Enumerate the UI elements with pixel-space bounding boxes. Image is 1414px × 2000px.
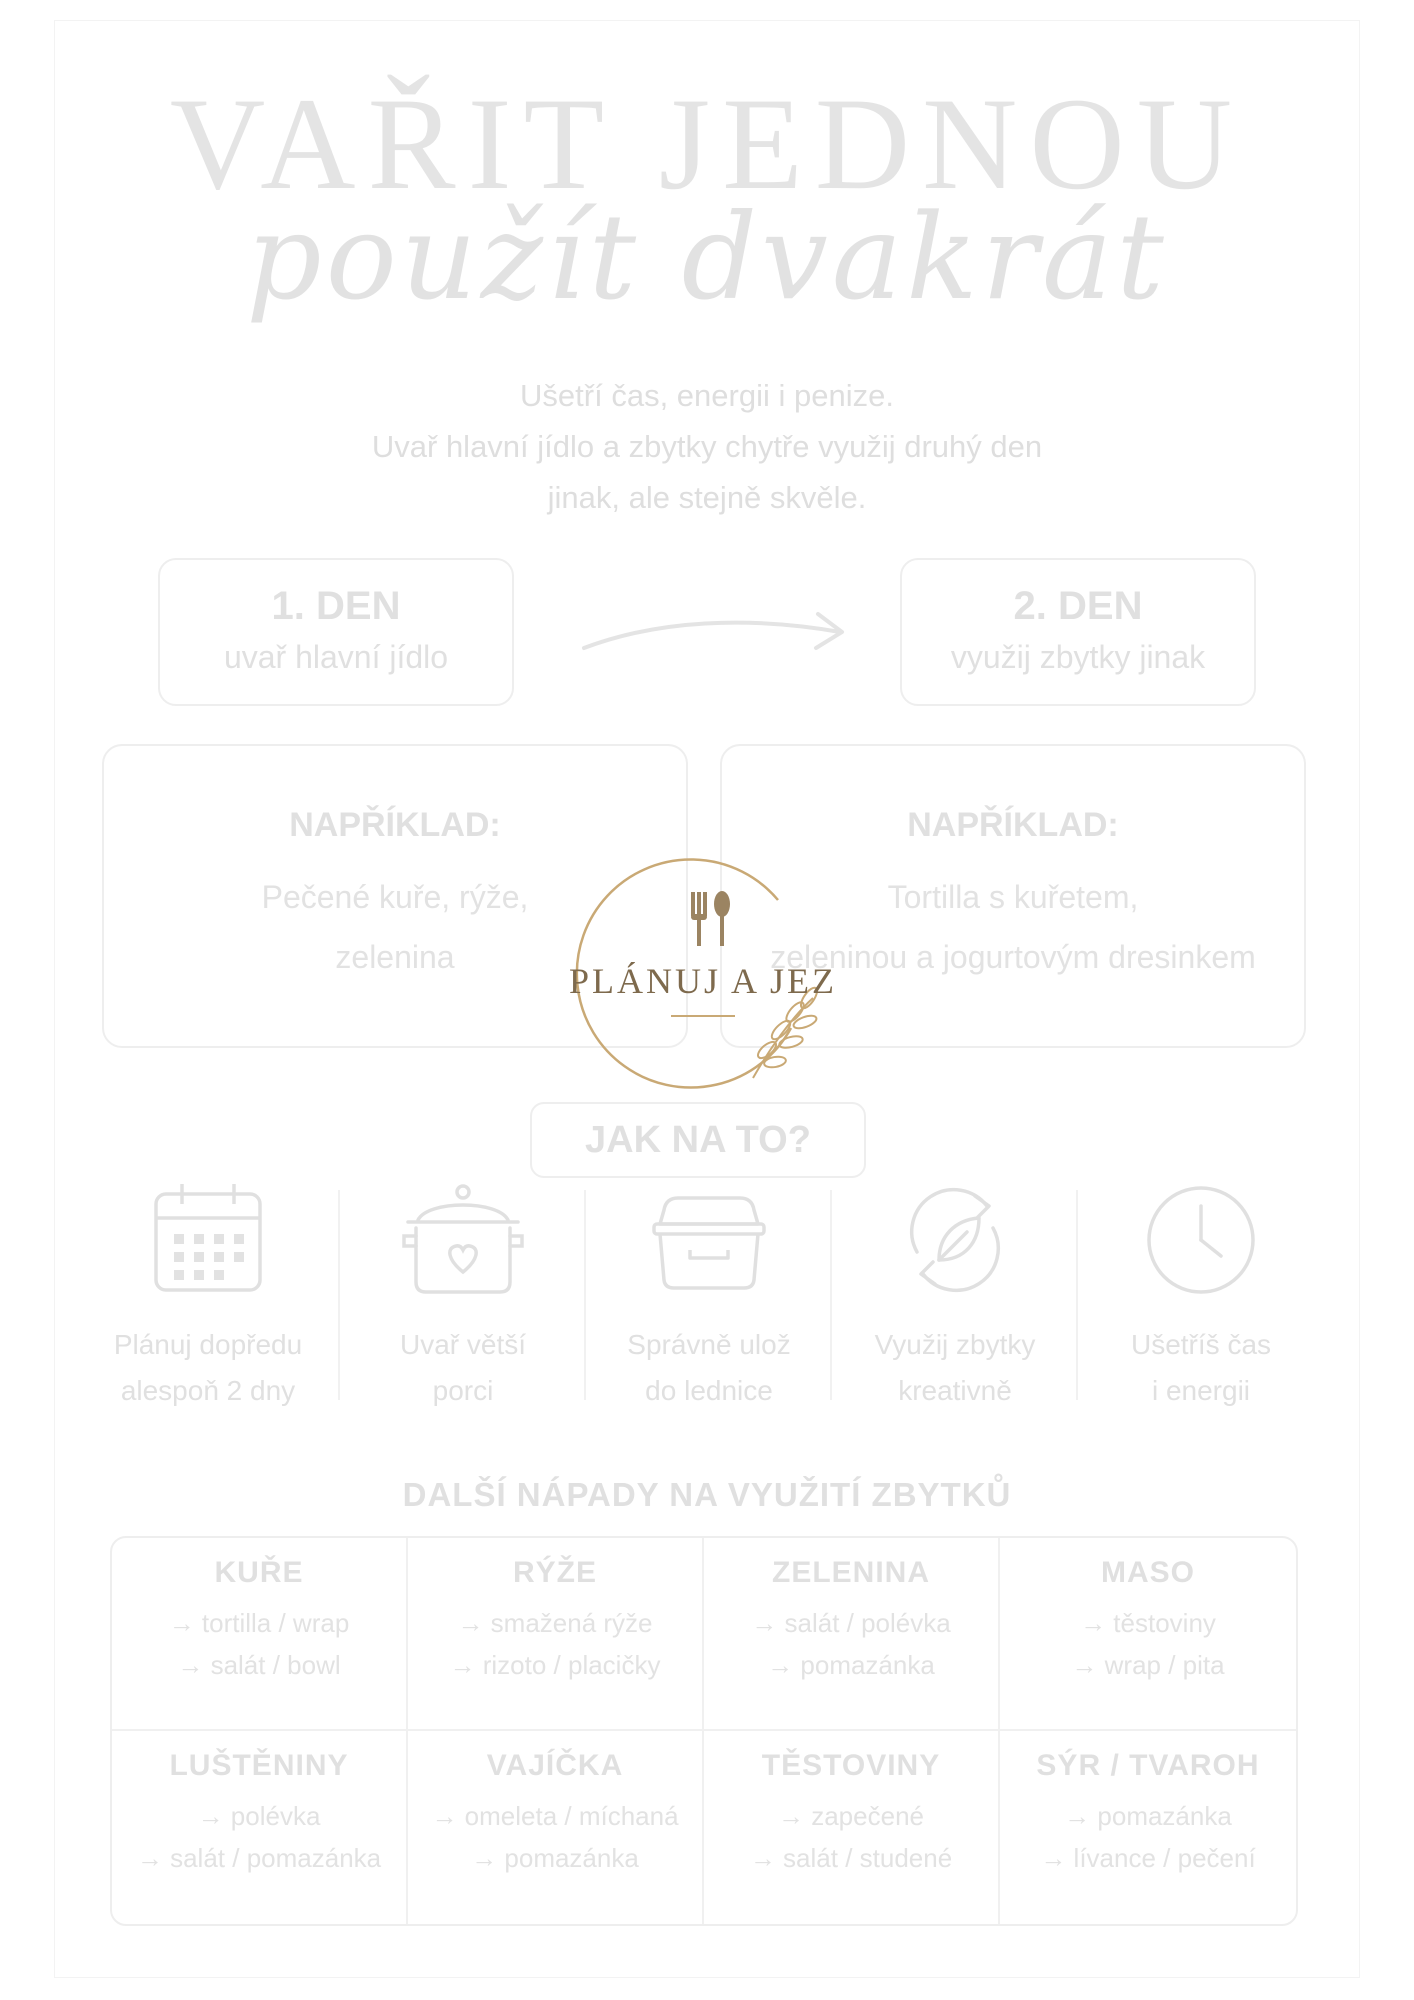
cell-title: VAJÍČKA (486, 1749, 624, 1782)
example-line: zeleninou a jogurtovým dresinkem (770, 939, 1256, 975)
cell-item: → těstoviny (1080, 1608, 1216, 1638)
cell-item: → salát / polévka (751, 1608, 951, 1638)
example-line: Pečené kuře, rýže, (261, 879, 529, 915)
cell-item: → salát / studené (749, 1843, 953, 1873)
day-desc: uvař hlavní jídlo (223, 639, 449, 675)
cell-title: RÝŽE (512, 1556, 597, 1589)
poster-subtitle: použít dvakrát (246, 188, 1168, 326)
cell-items (112, 1602, 406, 1686)
ideas-table (110, 1536, 1298, 1926)
ideas-cell (408, 1731, 704, 1924)
step-line: do lednice (645, 1375, 773, 1406)
cell-item: → omeleta / míchaná (431, 1801, 679, 1831)
ideas-cell (704, 1538, 1000, 1731)
cell-item: → wrap / pita (1071, 1650, 1225, 1680)
step-line: Ušetříš čas (1130, 1329, 1272, 1360)
step-line: porci (432, 1375, 494, 1406)
step-use-creatively (835, 1180, 1075, 1414)
cell-item: → smažená rýže (457, 1608, 653, 1638)
intro-text (0, 370, 1414, 523)
ideas-cell (704, 1731, 1000, 1924)
calendar-icon (148, 1180, 268, 1300)
cell-items (112, 1795, 406, 1879)
how-to-heading: JAK NA TO? (530, 1102, 866, 1178)
step-divider (830, 1190, 832, 1400)
cell-items (1000, 1795, 1296, 1879)
day-1-box (158, 558, 514, 706)
intro-line: Uvař hlavní jídlo a zbytky chytře využij druhý den (371, 429, 1043, 464)
cell-item: → zapečené (778, 1801, 924, 1831)
cell-title: MASO (1101, 1556, 1195, 1589)
cell-title: ZELENINA (772, 1556, 930, 1589)
example-label: NAPŘÍKLAD: (289, 806, 501, 844)
cell-title: SÝR / TVAROH (1036, 1749, 1260, 1782)
cell-items (704, 1795, 998, 1879)
step-text (589, 1322, 829, 1414)
intro-line: jinak, ale stejně skvěle. (547, 480, 867, 515)
cell-item: → pomazánka (767, 1650, 935, 1680)
cell-item: → lívance / pečení (1040, 1843, 1256, 1873)
step-divider (338, 1190, 340, 1400)
food-container-icon (644, 1180, 774, 1300)
intro-line: Ušetří čas, energii i penize. (520, 378, 894, 413)
step-store-properly (589, 1180, 829, 1414)
step-cook-bigger (343, 1180, 583, 1414)
ideas-cell (408, 1538, 704, 1731)
cell-item: → pomazánka (1064, 1801, 1232, 1831)
example-label: NAPŘÍKLAD: (907, 806, 1119, 844)
ideas-cell (1000, 1731, 1296, 1924)
cell-item: → rizoto / placičky (449, 1650, 661, 1680)
example-line: zelenina (335, 939, 455, 975)
day-title: 2. DEN (1013, 584, 1143, 628)
logo-text: PLÁNUJ A JEZ (568, 961, 838, 1001)
cell-items (704, 1602, 998, 1686)
recycle-leaf-icon (895, 1180, 1015, 1300)
ideas-cell (112, 1538, 408, 1731)
cell-item: → salát / bowl (177, 1650, 341, 1680)
cell-item: → pomazánka (471, 1843, 639, 1873)
ideas-heading: DALŠÍ NÁPADY NA VYUŽITÍ ZBYTKŮ (402, 1476, 1012, 1513)
cell-title: TĚSTOVINY (761, 1749, 941, 1782)
step-text (88, 1322, 328, 1414)
cell-item: → polévka (197, 1801, 321, 1831)
cell-title: KUŘE (214, 1556, 304, 1589)
cell-items (408, 1795, 702, 1879)
poster-title: VAŘIT JEDNOU (169, 70, 1245, 217)
step-line: Využij zbytky (874, 1329, 1036, 1360)
step-text (835, 1322, 1075, 1414)
step-line: i energii (1151, 1375, 1251, 1406)
cell-items (1000, 1602, 1296, 1686)
example-line: Tortilla s kuřetem, (887, 879, 1139, 915)
ideas-cell (112, 1731, 408, 1924)
day-desc: využij zbytky jinak (950, 639, 1206, 675)
step-line: Uvař větší (399, 1329, 527, 1360)
step-save-time (1081, 1180, 1321, 1414)
step-text (343, 1322, 583, 1414)
step-divider (1076, 1190, 1078, 1400)
arrow-right-icon (578, 600, 854, 660)
day-title: 1. DEN (271, 584, 401, 628)
clock-icon (1141, 1180, 1261, 1300)
step-line: alespoň 2 dny (120, 1375, 296, 1406)
step-divider (584, 1190, 586, 1400)
step-text (1081, 1322, 1321, 1414)
pot-heart-icon (398, 1180, 528, 1300)
cell-items (408, 1602, 702, 1686)
step-line: kreativně (898, 1375, 1012, 1406)
day-2-box (900, 558, 1256, 706)
cell-item: → salát / pomazánka (136, 1843, 382, 1873)
step-plan-ahead (88, 1180, 328, 1414)
step-line: Správně ulož (627, 1329, 791, 1360)
brand-logo (543, 850, 863, 1100)
cell-item: → tortilla / wrap (168, 1608, 350, 1638)
step-line: Plánuj dopředu (113, 1329, 303, 1360)
ideas-cell (1000, 1538, 1296, 1731)
cell-title: LUŠTĚNINY (169, 1749, 349, 1782)
